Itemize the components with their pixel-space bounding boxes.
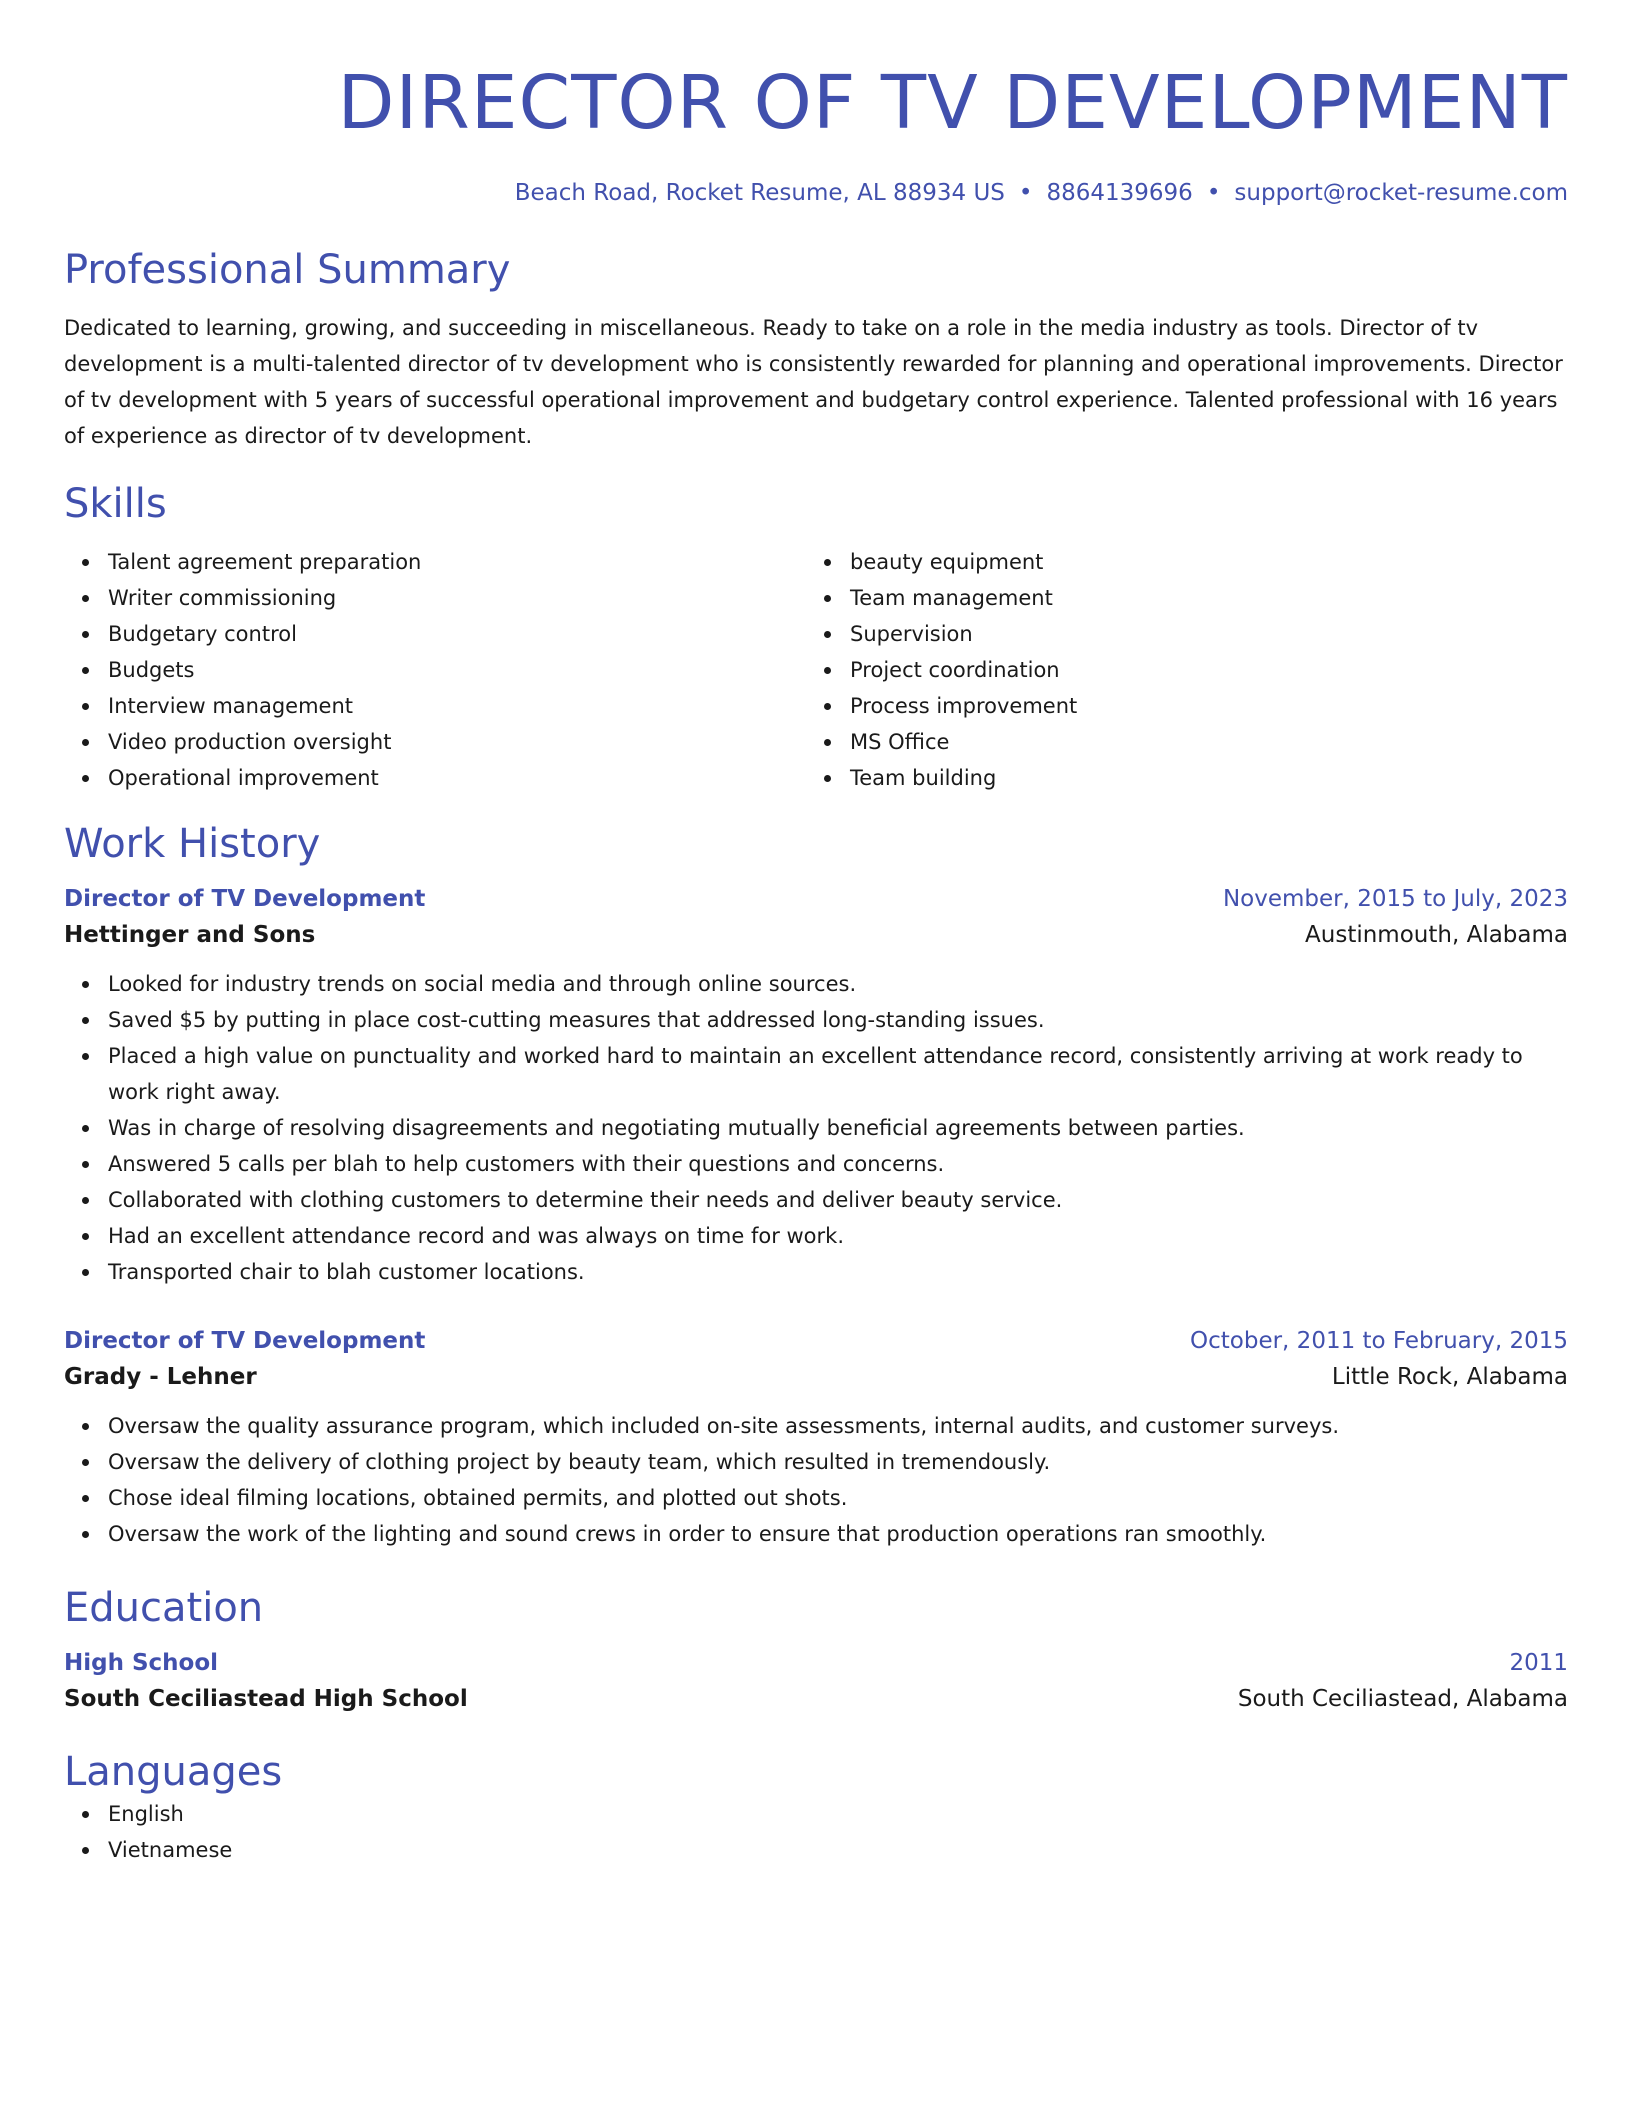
work-history-heading: Work History	[64, 821, 321, 867]
skill-item: Project coordination	[850, 652, 1548, 688]
contact-line	[64, 178, 1568, 208]
skill-item: MS Office	[850, 724, 1548, 760]
languages-list	[64, 1796, 1568, 1868]
resume-page	[64, 0, 1568, 1868]
job-bullet: Placed a high value on punctuality and worked hard to maintain an excellent attendance record, consistently arriving at work ready to work right away.	[108, 1038, 1568, 1110]
skill-item: beauty equipment	[850, 544, 1548, 580]
language-item: Vietnamese	[108, 1832, 1568, 1868]
job-bullets	[64, 1408, 1568, 1552]
skill-item: Video production oversight	[108, 724, 806, 760]
job-entry	[64, 882, 1568, 1290]
education-entry	[64, 1646, 1568, 1718]
skill-item: Interview management	[108, 688, 806, 724]
job-bullet: Had an excellent attendance record and was always on time for work.	[108, 1218, 1568, 1254]
skills-column-right	[806, 544, 1548, 796]
skills-heading: Skills	[64, 481, 167, 527]
job-bullet: Transported chair to blah customer locations.	[108, 1254, 1568, 1290]
contact-address: Beach Road, Rocket Resume, AL 88934 US	[514, 180, 1005, 206]
contact-separator: •	[1018, 180, 1033, 206]
skill-item: Team building	[850, 760, 1548, 796]
skill-item: Team management	[850, 580, 1548, 616]
languages-heading: Languages	[64, 1749, 283, 1795]
job-bullet: Was in charge of resolving disagreements and negotiating mutually beneficial agreements between parties.	[108, 1110, 1568, 1146]
job-bullet: Answered 5 calls per blah to help customers with their questions and concerns.	[108, 1146, 1568, 1182]
job-entry	[64, 1324, 1568, 1552]
resume-name: DIRECTOR OF TV DEVELOPMENT	[337, 60, 1568, 146]
job-bullet: Oversaw the work of the lighting and sound crews in order to ensure that production operations ran smoothly.	[108, 1516, 1568, 1552]
job-location: Austinmouth, Alabama	[1305, 922, 1568, 948]
job-bullets	[64, 966, 1568, 1290]
job-dates: October, 2011 to February, 2015	[1190, 1328, 1568, 1354]
job-company: Hettinger and Sons	[64, 922, 316, 948]
skill-item: Operational improvement	[108, 760, 806, 796]
contact-email: support@rocket-resume.com	[1234, 180, 1568, 206]
skill-item: Budgets	[108, 652, 806, 688]
language-item: English	[108, 1796, 1568, 1832]
job-title: Director of TV Development	[64, 886, 426, 912]
job-bullet: Collaborated with clothing customers to determine their needs and deliver beauty service.	[108, 1182, 1568, 1218]
education-location: South Ceciliastead, Alabama	[1237, 1686, 1568, 1712]
education-heading: Education	[64, 1585, 264, 1631]
education-year: 2011	[1509, 1650, 1568, 1676]
summary-text: Dedicated to learning, growing, and succeeding in miscellaneous. Ready to take on a role in the media industry as tools. Director of tv development is a multi-talented director of tv development who is consistently rewarded for planning and operational improvements. Director of tv development with 5 years of successful operational improvement and budgetary control experience. Talented professional with 16 years of experience as director of tv development.	[64, 316, 1563, 448]
skill-item: Talent agreement preparation	[108, 544, 806, 580]
job-bullet: Oversaw the delivery of clothing project by beauty team, which resulted in tremendously.	[108, 1444, 1568, 1480]
skills-column-left	[64, 544, 806, 796]
education-school: South Ceciliastead High School	[64, 1686, 468, 1712]
education-degree: High School	[64, 1650, 219, 1676]
job-bullet: Oversaw the quality assurance program, which included on-site assessments, internal audits, and customer surveys.	[108, 1408, 1568, 1444]
skill-item: Budgetary control	[108, 616, 806, 652]
job-company: Grady - Lehner	[64, 1364, 257, 1390]
job-bullet: Saved $5 by putting in place cost-cutting measures that addressed long-standing issues.	[108, 1002, 1568, 1038]
skill-item: Writer commissioning	[108, 580, 806, 616]
skills-list	[64, 544, 1568, 796]
contact-phone: 8864139696	[1046, 180, 1193, 206]
job-location: Little Rock, Alabama	[1331, 1364, 1568, 1390]
contact-separator: •	[1206, 180, 1221, 206]
job-dates: November, 2015 to July, 2023	[1222, 886, 1568, 912]
skill-item: Process improvement	[850, 688, 1548, 724]
job-title: Director of TV Development	[64, 1328, 426, 1354]
job-bullet: Chose ideal filming locations, obtained permits, and plotted out shots.	[108, 1480, 1568, 1516]
summary-heading: Professional Summary	[64, 247, 511, 293]
skill-item: Supervision	[850, 616, 1548, 652]
job-bullet: Looked for industry trends on social media and through online sources.	[108, 966, 1568, 1002]
